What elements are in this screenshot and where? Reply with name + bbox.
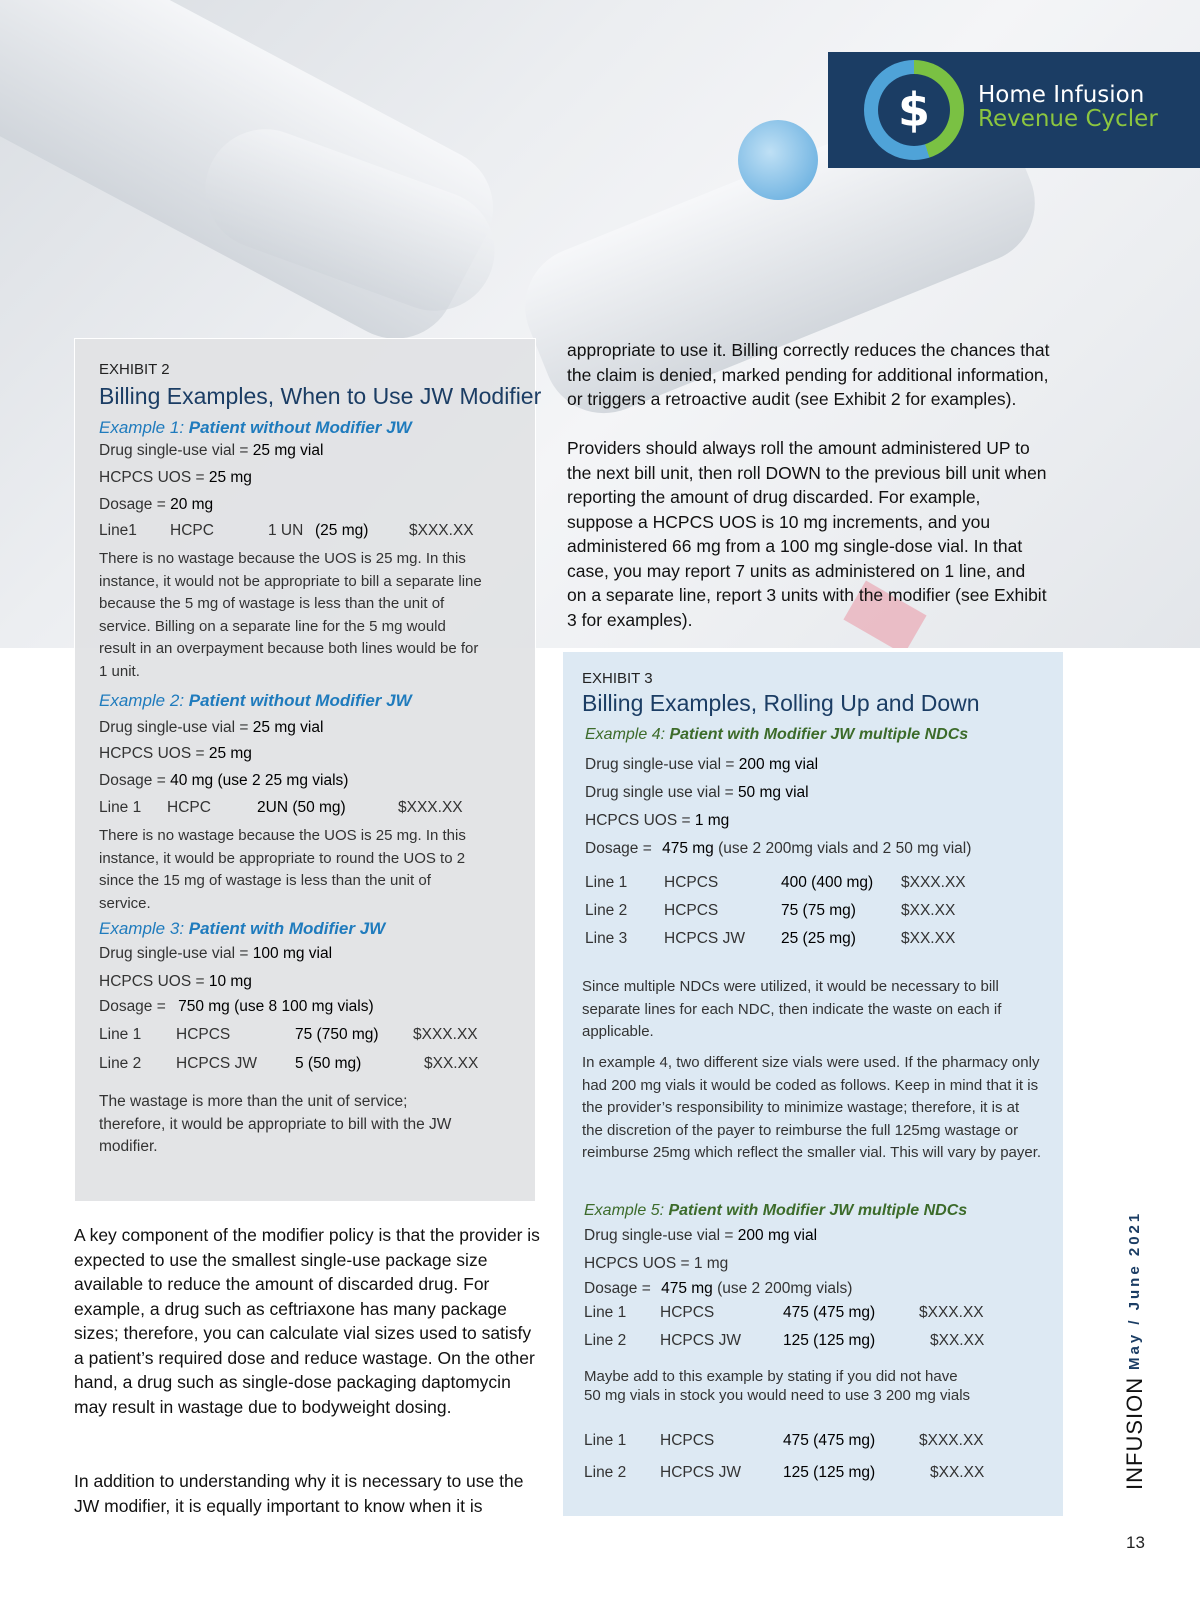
- ex4-line-1-units: 400 (400 mg): [781, 874, 874, 891]
- ex4-line-2-label: Line 2: [585, 902, 628, 919]
- col2-paragraph-2: Providers should always roll the amount administered UP to the next bill unit, then roll DOWN to the previous bill unit when reporting the amount of drug discarded. For example, suppose a HCPCS UOS is 10 mg increments, and you administered 66 mg from a 100 mg single-dose vial. In that case, you may report 7 units as administered on 1 line, and on a separate line, report 3 units with the modifier (see Exhibit 3 for examples).: [567, 438, 1047, 630]
- ex4-vial-2: Drug single use vial = 50 mg vial: [585, 784, 809, 801]
- ex2-vial: Drug single-use vial = 25 mg vial: [99, 719, 324, 736]
- ex5-alt-line-2-code: HCPCS JW: [660, 1464, 741, 1481]
- ex4-line-1-code: HCPCS: [664, 874, 719, 891]
- ex4-uos: HCPCS UOS = 1 mg: [585, 812, 730, 829]
- ex1-line-1-label: Line1: [99, 522, 137, 539]
- ex2-line-1-price: $XXX.XX: [398, 799, 463, 816]
- example-5-heading: Example 5: Patient with Modifier JW multiple NDCs: [584, 1202, 968, 1219]
- ex3-uos: HCPCS UOS = 10 mg: [99, 973, 252, 990]
- ex2-line-1-label: Line 1: [99, 799, 142, 816]
- ex4-line-2-code: HCPCS: [664, 902, 719, 919]
- example-1-heading: Example 1: Patient without Modifier JW: [99, 418, 412, 437]
- example-2-heading: Example 2: Patient without Modifier JW: [99, 691, 412, 710]
- ex5-line-2-label: Line 2: [584, 1332, 627, 1349]
- exhibit-2-box: [74, 338, 542, 1202]
- ex3-line-2-price: $XX.XX: [424, 1055, 479, 1072]
- ex4-line-3-code: HCPCS JW: [664, 930, 745, 947]
- ex5-alt-line-1-price: $XXX.XX: [919, 1432, 984, 1449]
- ex4-line-3-label: Line 3: [585, 930, 628, 947]
- ex1-uos: HCPCS UOS = 25 mg: [99, 469, 252, 486]
- ex2-uos: HCPCS UOS = 25 mg: [99, 745, 252, 762]
- ex5-alt-line-1-label: Line 1: [584, 1432, 627, 1449]
- page-number: 13: [1126, 1533, 1145, 1552]
- ex4-explanation-1: Since multiple NDCs were utilized, it would be necessary to bill separate lines for each NDC, then indicate the waste on each if applicable.: [582, 978, 1002, 1040]
- ex2-line-1-code: HCPC: [167, 799, 211, 816]
- ex4-line-3-price: $XX.XX: [901, 930, 956, 947]
- ex5-line-2-units: 125 (125 mg): [783, 1332, 876, 1349]
- ex2-dosage: Dosage = 40 mg (use 2 25 mg vials): [99, 772, 349, 789]
- ex5-alt-line-2-units: 125 (125 mg): [783, 1464, 876, 1481]
- ex1-line-1-units: 1 UN: [268, 522, 304, 539]
- ex5-line-1-label: Line 1: [584, 1304, 627, 1321]
- ex3-line-1-code: HCPCS: [176, 1026, 231, 1043]
- ex5-vial: Drug single-use vial = 200 mg vial: [584, 1227, 818, 1244]
- ex5-uos: HCPCS UOS = 1 mg: [584, 1255, 729, 1272]
- ex3-line-2-label: Line 2: [99, 1055, 142, 1072]
- ex1-line-1-code: HCPC: [170, 522, 214, 539]
- ex3-line-2-code: HCPCS JW: [176, 1055, 257, 1072]
- ex4-line-2-units: 75 (75 mg): [781, 902, 856, 919]
- ex5-line-2-code: HCPCS JW: [660, 1332, 741, 1349]
- ex5-line-1-price: $XXX.XX: [919, 1304, 984, 1321]
- ex2-explanation: There is no wastage because the UOS is 25 mg. In this instance, it would be appropriate to round the UOS to 2 since the 15 mg of wastage is less than the unit of service.: [99, 827, 466, 912]
- ex4-line-2-price: $XX.XX: [901, 902, 956, 919]
- dollar-cycle-icon: $: [864, 60, 964, 160]
- col2-paragraph-1: appropriate to use it. Billing correctly reduces the chances that the claim is denied, marked pending for additional information, or triggers a retroactive audit (see Exhibit 2 for examples).: [567, 340, 1050, 409]
- ex3-vial: Drug single-use vial = 100 mg vial: [99, 945, 333, 962]
- example-4-heading: Example 4: Patient with Modifier JW multiple NDCs: [585, 726, 969, 743]
- ex4-dosage: Dosage = 475 mg (use 2 200mg vials and 2 50 mg vial): [585, 840, 972, 857]
- logo-banner: [828, 52, 1200, 168]
- logo-title-line2: Revenue Cycler: [978, 106, 1158, 132]
- ex1-line-1-amount: (25 mg): [315, 522, 369, 539]
- ex5-line-2-price: $XX.XX: [930, 1332, 985, 1349]
- ex5-alt-line-2-label: Line 2: [584, 1464, 627, 1481]
- ex1-vial: Drug single-use vial = 25 mg vial: [99, 442, 324, 459]
- exhibit-3-title: Billing Examples, Rolling Up and Down: [582, 690, 980, 716]
- ex3-line-1-label: Line 1: [99, 1026, 142, 1043]
- ex5-alt-line-2-price: $XX.XX: [930, 1464, 985, 1481]
- ex3-explanation: The wastage is more than the unit of service; therefore, it would be appropriate to bill with the JW modifier.: [99, 1093, 452, 1155]
- ex1-dosage: Dosage = 20 mg: [99, 496, 214, 513]
- ex2-line-1-units: 2UN (50 mg): [257, 799, 346, 816]
- col1-paragraph-2: In addition to understanding why it is necessary to use the JW modifier, it is equally important to know when it is: [74, 1471, 524, 1516]
- col1-paragraph-1: A key component of the modifier policy is that the provider is expected to use the smallest single-use package size available to reduce the amount of discarded drug. For example, a drug such as ceftriaxone has many package sizes; therefore, you can calculate vial sizes used to satisfy a patient’s required dose and reduce wastage. On the other hand, a drug such as single-dose packaging daptomycin may result in wastage due to bodyweight dosing.: [74, 1225, 540, 1417]
- ex3-line-1-units: 75 (750 mg): [295, 1026, 379, 1043]
- ex5-dosage: Dosage = 475 mg (use 2 200mg vials): [584, 1280, 853, 1297]
- ex5-line-1-units: 475 (475 mg): [783, 1304, 876, 1321]
- ex5-alt-line-1-code: HCPCS: [660, 1432, 715, 1449]
- ex4-line-3-units: 25 (25 mg): [781, 930, 856, 947]
- ex1-explanation: There is no wastage because the UOS is 25 mg. In this instance, it would not be appropriate to bill a separate line because the 5 mg of wastage is less than the unit of service. Billing on a separate line for the 5 mg would result in an overpayment because both lines would be for 1 unit.: [99, 550, 482, 680]
- ex4-explanation-2: In example 4, two different size vials were used. If the pharmacy only had 200 mg vials it would be coded as follows. Keep in mind that it is the provider’s responsibility to minimize wastage; therefore, it is at the discretion of the payer to reimburse the full 125mg wastage or reimburse 25mg which reflect the smaller vial. This will vary by payer.: [582, 1054, 1042, 1161]
- exhibit-2-label: EXHIBIT 2: [99, 361, 170, 378]
- ex3-line-1-price: $XXX.XX: [413, 1026, 478, 1043]
- ex3-dosage: Dosage = 750 mg (use 8 100 mg vials): [99, 998, 374, 1015]
- ex1-line-1-price: $XXX.XX: [409, 522, 474, 539]
- infusion-logo: INFUSION: [1122, 1376, 1147, 1490]
- ex5-alt-line-1-units: 475 (475 mg): [783, 1432, 876, 1449]
- exhibit-3-box: [563, 652, 1063, 1516]
- logo-title-line1: Home Infusion: [978, 82, 1145, 108]
- exhibit-2-title: Billing Examples, When to Use JW Modifier: [99, 383, 542, 409]
- issue-date: May / June 2021: [1126, 1210, 1143, 1370]
- example-3-heading: Example 3: Patient with Modifier JW: [99, 919, 386, 938]
- ex4-vial-1: Drug single-use vial = 200 mg vial: [585, 756, 819, 773]
- ex5-note: Maybe add to this example by stating if you did not have 50 mg vials in stock you would need to use 3 200 mg vials: [584, 1368, 971, 1404]
- ex5-line-1-code: HCPCS: [660, 1304, 715, 1321]
- ex4-line-1-label: Line 1: [585, 874, 628, 891]
- ex3-line-2-units: 5 (50 mg): [295, 1055, 362, 1072]
- exhibit-3-label: EXHIBIT 3: [582, 670, 653, 687]
- ex4-line-1-price: $XXX.XX: [901, 874, 966, 891]
